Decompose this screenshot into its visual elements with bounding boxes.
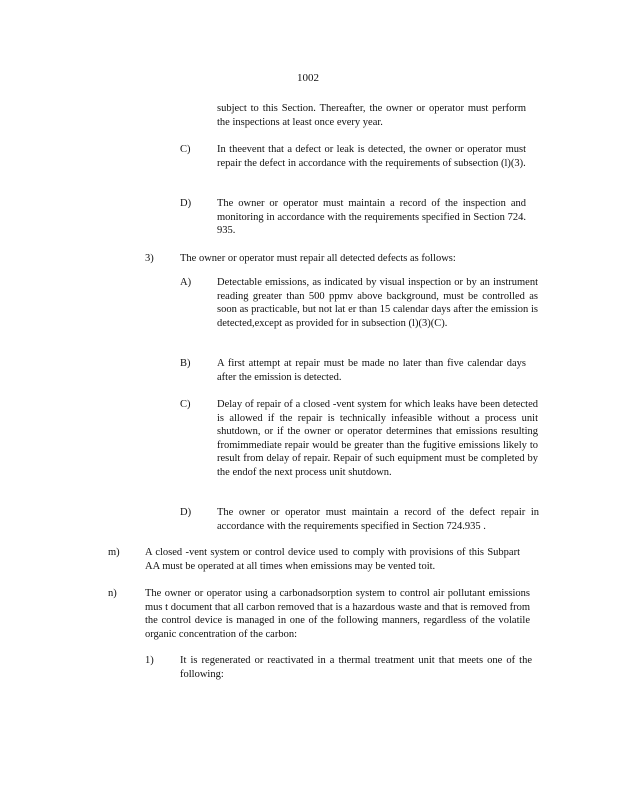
item-label: n) <box>108 588 117 599</box>
paragraph-text: Detectable emissions, as indicated by visual inspection or by an instrument reading greater than 500 ppmv above background, must be controlled as soon as practicable, but not lat er than 15 calendar days after the emission is detected,except as provided for in subsection (l)(3)(C). <box>217 277 538 329</box>
paragraph-text: The owner or operator must repair all detected defects as follows: <box>180 253 456 264</box>
item-label: B) <box>180 358 191 369</box>
paragraph-text: The owner or operator must maintain a record of the inspection and monitoring in accordance with the requirements specified in Section 724. 935. <box>217 198 526 237</box>
item-label: 1) <box>145 655 154 666</box>
item-label: D) <box>180 198 192 209</box>
item-label: 3) <box>145 253 154 264</box>
page-number: 1002 <box>297 72 319 84</box>
paragraph-text: In theevent that a defect or leak is detected, the owner or operator must repair the defect in accordance with the requirements of subsection (l)(3). <box>217 144 526 169</box>
paragraph-text: The owner or operator using a carbonadsorption system to control air pollutant emissions mus t document that all carbon removed that is a hazardous waste and that is removed from the control device is managed in one of the following manners, regardless of the volatile organic concentration of the carbon: <box>145 588 530 640</box>
paragraph-text: subject to this Section. Thereafter, the owner or operator must perform the inspections at least once every year. <box>217 103 526 128</box>
item-label: m) <box>108 547 120 558</box>
paragraph-text: A closed -vent system or control device used to comply with provisions of this Subpart AA must be operated at all times when emissions may be vented toit. <box>145 547 520 572</box>
item-label: A) <box>180 277 192 288</box>
paragraph-text: The owner or operator must maintain a record of the defect repair in accordance with the requirements specified in Section 724.935 . <box>217 507 539 532</box>
paragraph-text: A first attempt at repair must be made no later than five calendar days after the emission is detected. <box>217 358 526 383</box>
paragraph-text: It is regenerated or reactivated in a thermal treatment unit that meets one of the following: <box>180 655 532 680</box>
item-label: C) <box>180 144 191 155</box>
item-label: D) <box>180 507 192 518</box>
paragraph-text: Delay of repair of a closed -vent system for which leaks have been detected is allowed if the repair is technically infeasible without a process unit shutdown, or if the owner or operator determines that emissions resulting fromimmediate repair would be greater than the fugitive emissions likely to result from delay of repair. Repair of such equipment must be completed by the endof the next process unit shutdown. <box>217 399 538 478</box>
item-label: C) <box>180 399 191 410</box>
